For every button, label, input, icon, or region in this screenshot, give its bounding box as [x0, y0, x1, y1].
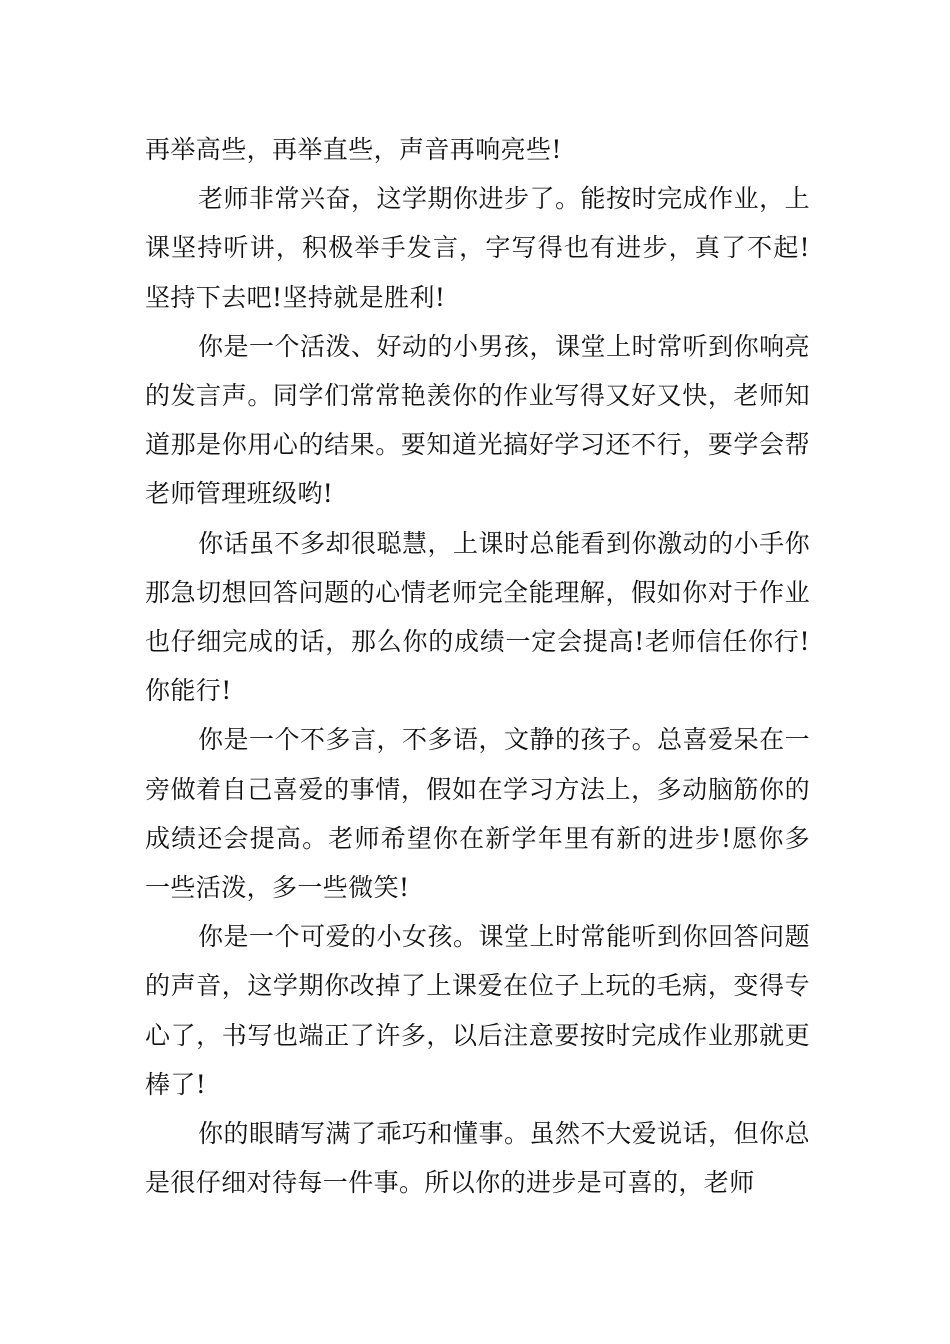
paragraph-1: 再举高些，再举直些，声音再响亮些!	[145, 135, 562, 164]
paragraph-4: 你话虽不多却很聪慧，上课时总能看到你激动的小手你那急切想回答问题的心情老师完全能理解，假如你对于作业也仔细完成的话，那么你的成绩一定会提高!老师信任你行!你能行!	[145, 528, 810, 706]
paragraph-7: 你的眼睛写满了乖巧和懂事。虽然不大爱说话，但你总是很仔细对待每一件事。所以你的进步是可喜的，老师	[145, 1119, 810, 1198]
paragraph-3: 你是一个活泼、好动的小男孩，课堂上时常听到你响亮的发言声。同学们常常艳羡你的作业写得又好又快，老师知道那是你用心的结果。要知道光搞好学习还不行，要学会帮老师管理班级哟!	[145, 331, 810, 509]
paragraph-5: 你是一个不多言，不多语，文静的孩子。总喜爱呆在一旁做着自己喜爱的事情，假如在学习方法上，多动脑筋你的成绩还会提高。老师希望你在新学年里有新的进步!愿你多一些活泼，多一些微笑!	[145, 725, 810, 903]
paragraph-2: 老师非常兴奋，这学期你进步了。能按时完成作业，上课坚持听讲，积极举手发言，字写得也有进步，真了不起!坚持下去吧!坚持就是胜利!	[145, 184, 810, 312]
document-body	[145, 125, 810, 1207]
paragraph-6: 你是一个可爱的小女孩。课堂上时常能听到你回答问题的声音，这学期你改掉了上课爱在位子上玩的毛病，变得专心了，书写也端正了许多，以后注意要按时完成作业那就更棒了!	[145, 922, 810, 1099]
